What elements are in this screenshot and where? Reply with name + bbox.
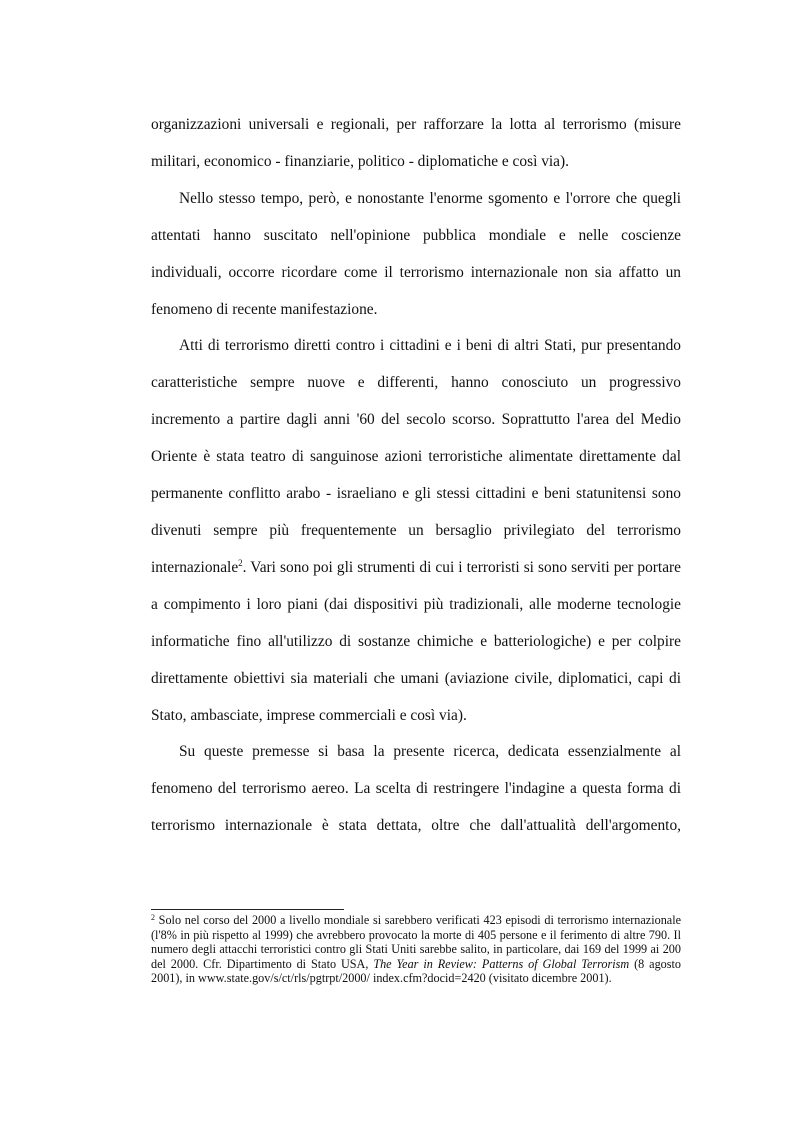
paragraph-1 xyxy=(151,107,681,181)
paragraph-1-text: organizzazioni universali e regionali, per rafforzare la lotta al terrorismo (misure militari, economico - finanziarie, politico - diplomatiche e così via). xyxy=(151,116,681,170)
paragraph-3-text-start: Atti di terrorismo diretti contro i cittadini e i beni di altri Stati, pur presentando caratteristiche sempre nuove e differenti, hanno conosciuto un progressivo incremento a partire dagli anni '60 del secolo scorso. Soprattutto l'area del Medio Oriente è stata teatro di sanguinose azioni terroristiche alimentate direttamente dal permanente conflitto arabo - israeliano e gli stessi cittadini e beni statunitensi sono divenuti sempre più frequentemente un bersaglio privilegiato del terrorismo internazionale xyxy=(151,337,681,576)
paragraph-2-text: Nello stesso tempo, però, e nonostante l'enorme sgomento e l'orrore che quegli attentati hanno suscitato nell'opinione pubblica mondiale e nelle coscienze individuali, occorre ricordare come il terrorismo internazionale non sia affatto un fenomeno di recente manifestazione. xyxy=(151,189,681,318)
footnote-text-start: Solo nel corso del 2000 a livello mondiale si sarebbero verificati 423 episodi di terrorismo internazionale (l'8% in più rispetto al 1999) che avrebbero provocato la morte di 405 persone e il ferimento di altre 790. Il numero degli attacchi terroristici contro gli Stati Uniti sarebbe salito, in particolare, dai 169 del 1999 ai 200 del 2000. Cfr. Dipartimento di Stato USA, xyxy=(151,913,681,971)
footnote xyxy=(151,913,681,986)
paragraph-4 xyxy=(151,734,681,845)
footnote-text-end: (8 agosto 2001), in www.state.gov/s/ct/rls/pgtrpt/2000/ index.cfm?docid=2420 (visitato dicembre 2001). xyxy=(151,956,681,986)
body-text xyxy=(151,107,681,845)
paragraph-4-text: Su queste premesse si basa la presente ricerca, dedicata essenzialmente al fenomeno del terrorismo aereo. La scelta di restringere l'indagine a questa forma di terrorismo internazionale è stata dettata, oltre che dall'attualità dell'argomento, xyxy=(151,743,681,835)
paragraph-3 xyxy=(151,328,681,734)
footnote-separator xyxy=(151,909,344,910)
paragraph-2 xyxy=(151,181,681,329)
footnote-mark: 2 xyxy=(151,913,155,922)
paragraph-3-text-end: . Vari sono poi gli strumenti di cui i terroristi si sono serviti per portare a compimento i loro piani (dai dispositivi più tradizionali, alle moderne tecnologie informatiche fino all'utilizzo di sostanze chimiche e batteriologiche) e per colpire direttamente obiettivi sia materiali che umani (aviazione civile, diplomatici, capi di Stato, ambasciate, imprese commerciali e così via). xyxy=(151,558,681,724)
footnote-reference[interactable]: 2 xyxy=(238,557,243,568)
footnote-cited-title: The Year in Review: Patterns of Global Terrorism xyxy=(373,956,630,971)
